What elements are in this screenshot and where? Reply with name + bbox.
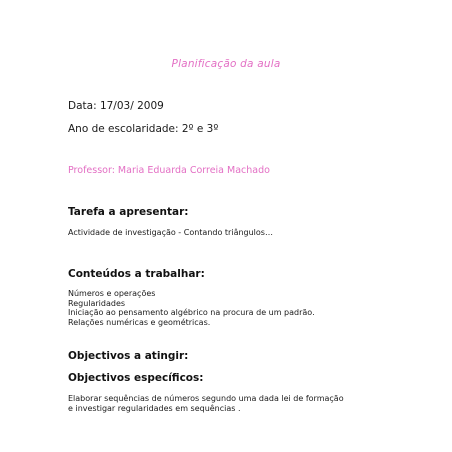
objectives-heading: Objectivos a atingir:	[68, 350, 189, 362]
contents-heading: Conteúdos a trabalhar:	[68, 268, 205, 280]
list-item: e investigar regularidades em sequências .	[68, 403, 241, 413]
contents-list	[68, 289, 315, 327]
list-item: Regularidades	[68, 298, 126, 308]
date-line: Data: 17/03/ 2009	[68, 100, 164, 112]
list-item: Relações numéricas e geométricas.	[68, 317, 211, 327]
list-item: Elaborar sequências de números segundo uma dada lei de formação	[68, 394, 344, 403]
task-heading: Tarefa a apresentar:	[68, 206, 189, 218]
objectives-list	[68, 394, 344, 413]
teacher-line: Professor: Maria Eduarda Correia Machado	[68, 165, 270, 176]
list-item: Iniciação ao pensamento algébrico na procura de um padrão.	[68, 308, 315, 317]
school-year-line: Ano de escolaridade: 2º e 3º	[68, 123, 219, 135]
task-text: Actividade de investigação - Contando triângulos…	[68, 228, 273, 237]
document-title: Planificação da aula	[171, 58, 281, 70]
specific-objectives-heading: Objectivos específicos:	[68, 372, 204, 384]
list-item: Números e operações	[68, 289, 156, 298]
